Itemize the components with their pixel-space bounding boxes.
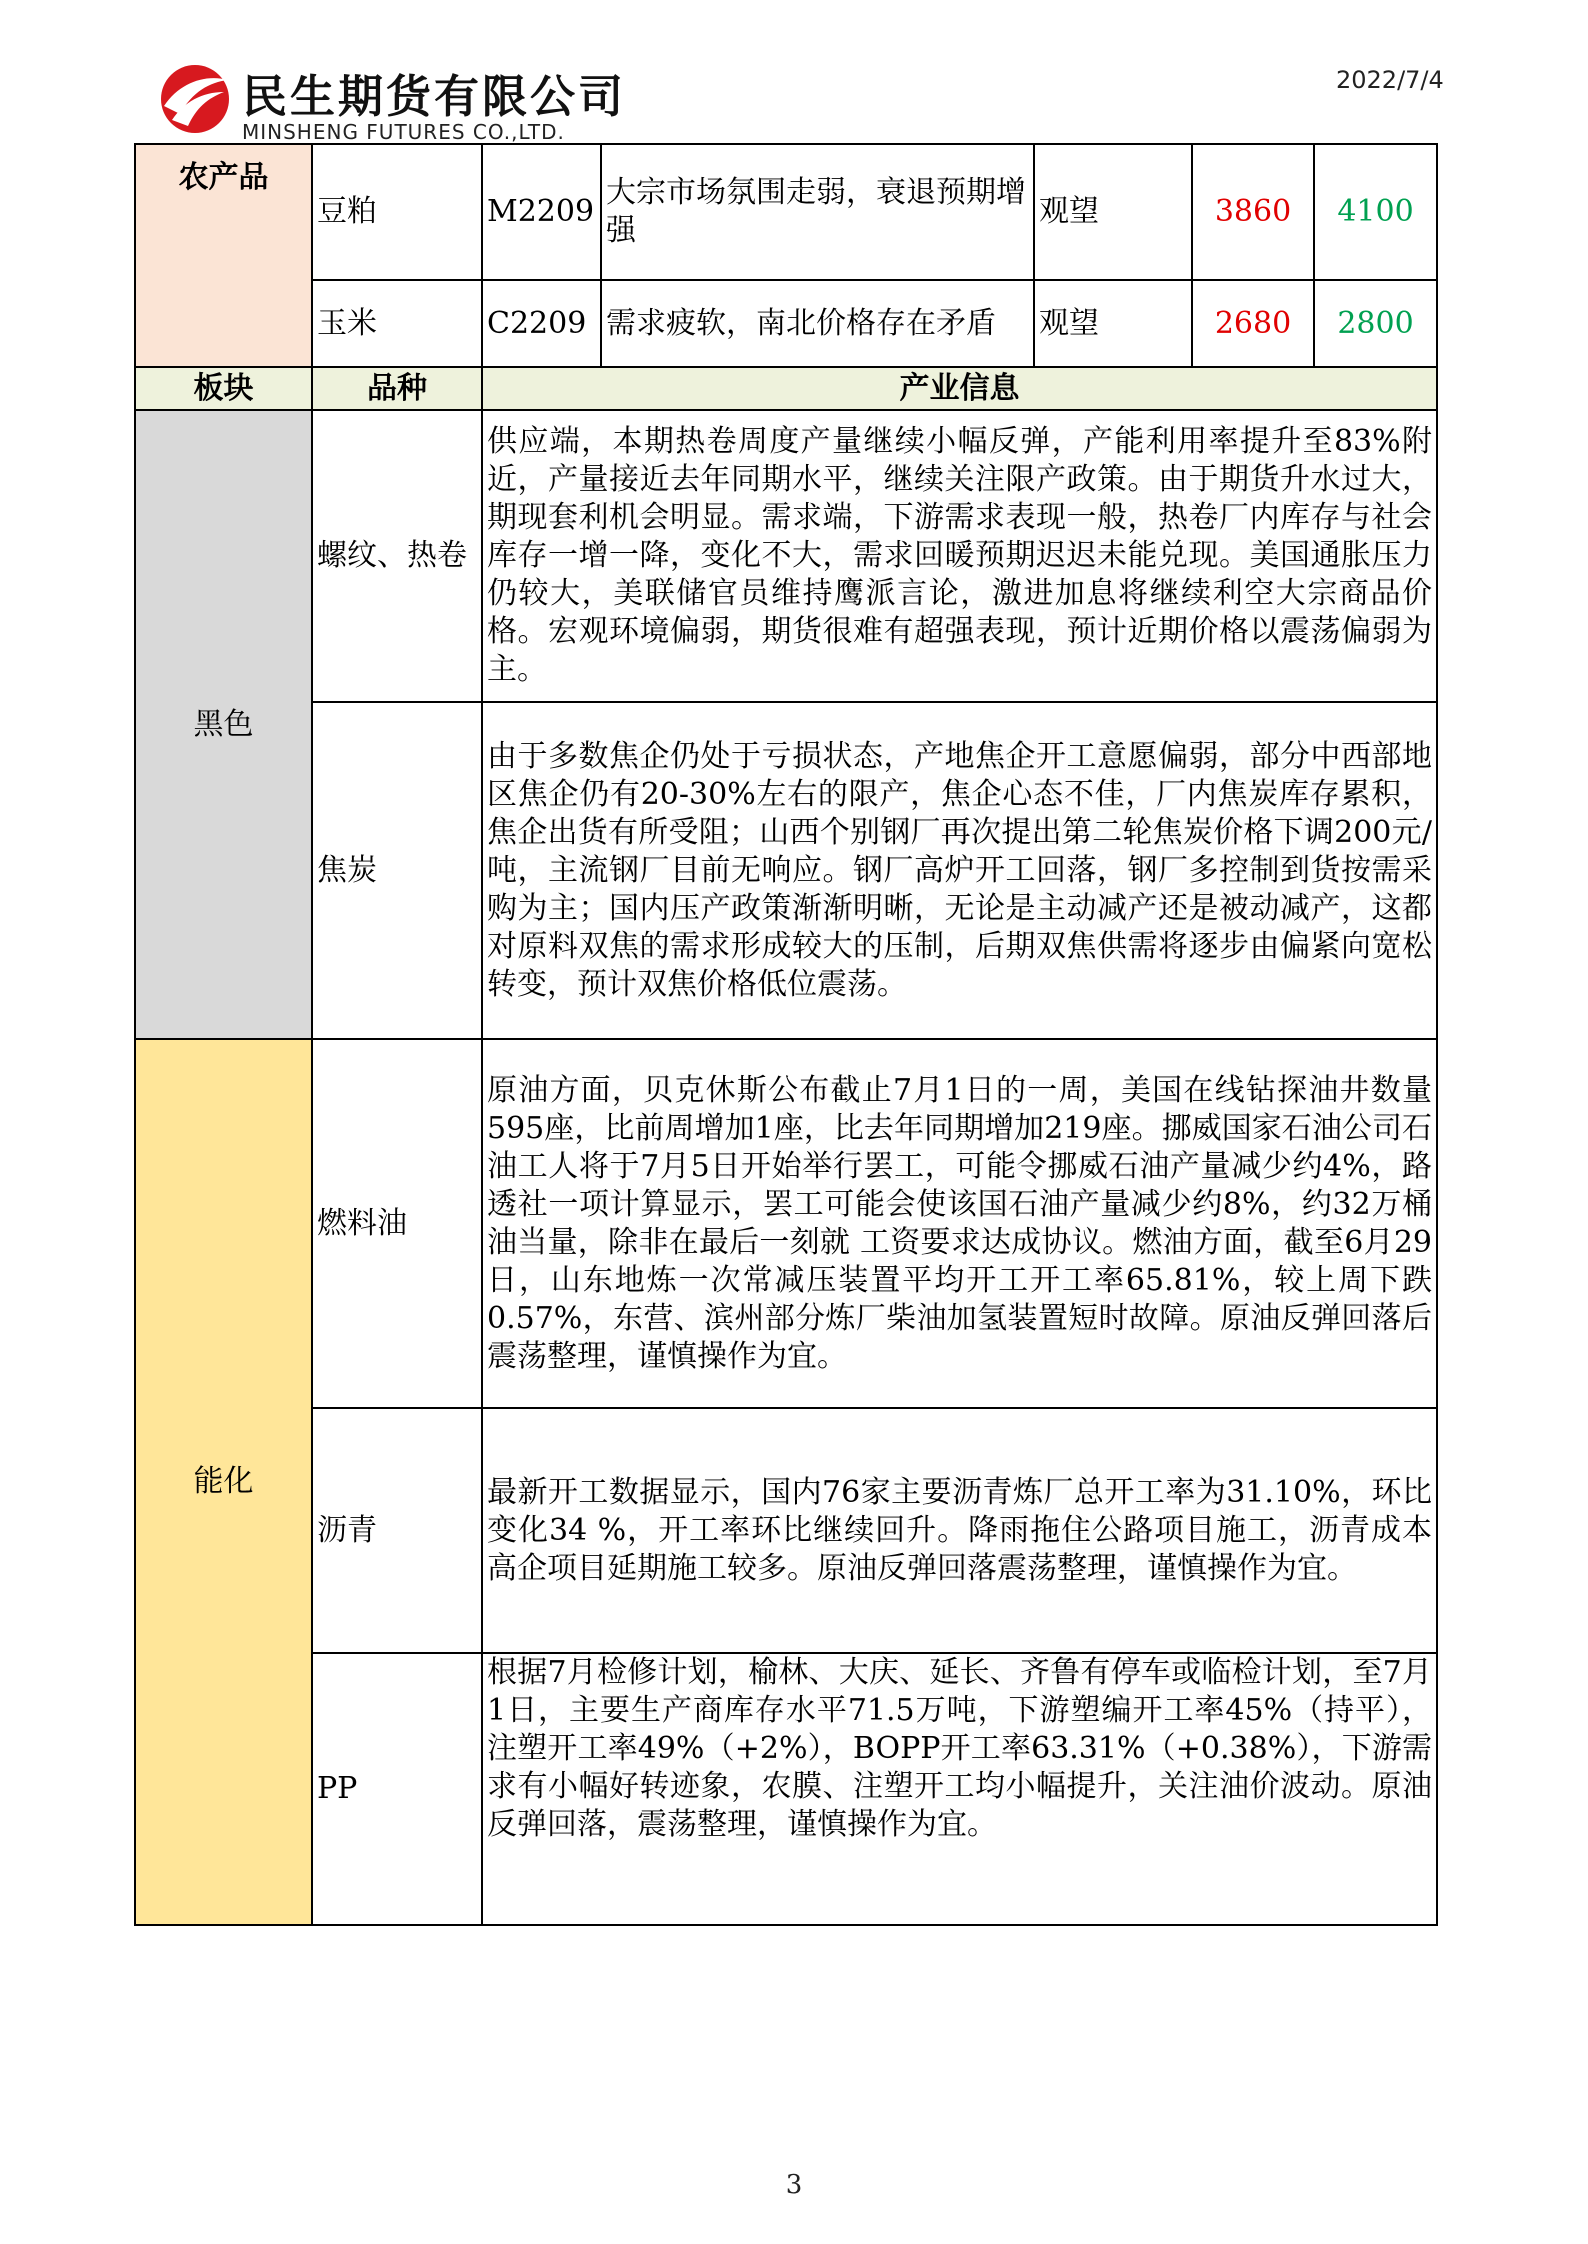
contract-cell: M2209 xyxy=(482,144,601,280)
industry-header-row xyxy=(135,367,1437,410)
report-date: 2022/7/4 xyxy=(1336,66,1444,94)
table-row xyxy=(135,1653,1437,1925)
info-cell: 供应端，本期热卷周度产量继续小幅反弹，产能利用率提升至83%附近，产量接近去年同期水平，继续关注限产政策。由于期货升水过大，期现套利机会明显。需求端，下游需求表现一般，热卷厂内库存与社会库存一增一降，变化不大，需求回暖预期迟迟未能兑现。美国通胀压力仍较大，美联储官员维持鹰派言论，激进加息将继续利空大宗商品价格。宏观环境偏弱，期货很难有超强表现，预计近期价格以震荡偏弱为主。 xyxy=(482,410,1437,702)
info-cell: 根据7月检修计划，榆林、大庆、延长、齐鲁有停车或临检计划，至7月1日，主要生产商库存水平71.5万吨，下游塑编开工率45%（持平），注塑开工率49%（+2%），BOPP开工率63.31%（+0.38%），下游需求有小幅好转迹象，农膜、注塑开工均小幅提升，关注油价波动。原油反弹回落，震荡整理，谨慎操作为宜。 xyxy=(482,1653,1437,1925)
info-cell: 最新开工数据显示，国内76家主要沥青炼厂总开工率为31.10%，环比变化34 %，开工率环比继续回升。降雨拖住公路项目施工，沥青成本高企项目延期施工较多。原油反弹回落震荡整理，谨慎操作为宜。 xyxy=(482,1408,1437,1653)
sector-cell-agri: 农产品 xyxy=(135,144,312,367)
table-row xyxy=(135,702,1437,1039)
contract-cell: C2209 xyxy=(482,280,601,367)
header-sector: 板块 xyxy=(135,367,312,410)
table-row xyxy=(135,280,1437,367)
variety-cell: 玉米 xyxy=(312,280,482,367)
price-high-cell: 2800 xyxy=(1314,280,1437,367)
variety-cell: PP xyxy=(312,1653,482,1925)
variety-cell: 沥青 xyxy=(312,1408,482,1653)
header-variety: 品种 xyxy=(312,367,482,410)
info-cell: 原油方面，贝克休斯公布截止7月1日的一周，美国在线钻探油井数量595座，比前周增加1座，比去年同期增加219座。挪威国家石油公司石油工人将于7月5日开始举行罢工，可能令挪威石油产量减少约4%，路透社一项计算显示，罢工可能会使该国石油产量减少约8%，约32万桶油当量，除非在最后一刻就 工资要求达成协议。燃油方面，截至6月29日，山东地炼一次常减压装置平均开工开工率65.81%，较上周下跌0.57%，东营、滨州部分炼厂柴油加氢装置短时故障。原油反弹回落后震荡整理，谨慎操作为宜。 xyxy=(482,1039,1437,1408)
price-low-cell: 2680 xyxy=(1192,280,1314,367)
minsheng-logo-icon xyxy=(158,62,232,136)
header-info: 产业信息 xyxy=(482,367,1437,410)
strategy-table xyxy=(134,143,1438,1926)
view-cell: 需求疲软，南北价格存在矛盾 xyxy=(601,280,1034,367)
price-high-cell: 4100 xyxy=(1314,144,1437,280)
table-row xyxy=(135,1408,1437,1653)
variety-cell: 焦炭 xyxy=(312,702,482,1039)
table-row xyxy=(135,1039,1437,1408)
table-row xyxy=(135,410,1437,702)
sector-cell-black: 黑色 xyxy=(135,410,312,1039)
company-name-cn: 民生期货有限公司 xyxy=(242,70,627,123)
strategy-cell: 观望 xyxy=(1034,144,1192,280)
company-logo xyxy=(158,58,638,148)
company-name-en: MINSHENG FUTURES CO.,LTD. xyxy=(242,120,565,144)
view-cell: 大宗市场氛围走弱，衰退预期增强 xyxy=(601,144,1034,280)
info-cell: 由于多数焦企仍处于亏损状态，产地焦企开工意愿偏弱，部分中西部地区焦企仍有20-30%左右的限产，焦企心态不佳，厂内焦炭库存累积，焦企出货有所受阻；山西个别钢厂再次提出第二轮焦炭价格下调200元/吨，主流钢厂目前无响应。钢厂高炉开工回落，钢厂多控制到货按需采购为主；国内压产政策渐渐明晰，无论是主动减产还是被动减产，这都对原料双焦的需求形成较大的压制，后期双焦供需将逐步由偏紧向宽松转变，预计双焦价格低位震荡。 xyxy=(482,702,1437,1039)
variety-cell: 螺纹、热卷 xyxy=(312,410,482,702)
price-low-cell: 3860 xyxy=(1192,144,1314,280)
table-row xyxy=(135,144,1437,280)
strategy-cell: 观望 xyxy=(1034,280,1192,367)
sector-cell-energy: 能化 xyxy=(135,1039,312,1925)
page-number: 3 xyxy=(785,2170,803,2200)
variety-cell: 豆粕 xyxy=(312,144,482,280)
variety-cell: 燃料油 xyxy=(312,1039,482,1408)
